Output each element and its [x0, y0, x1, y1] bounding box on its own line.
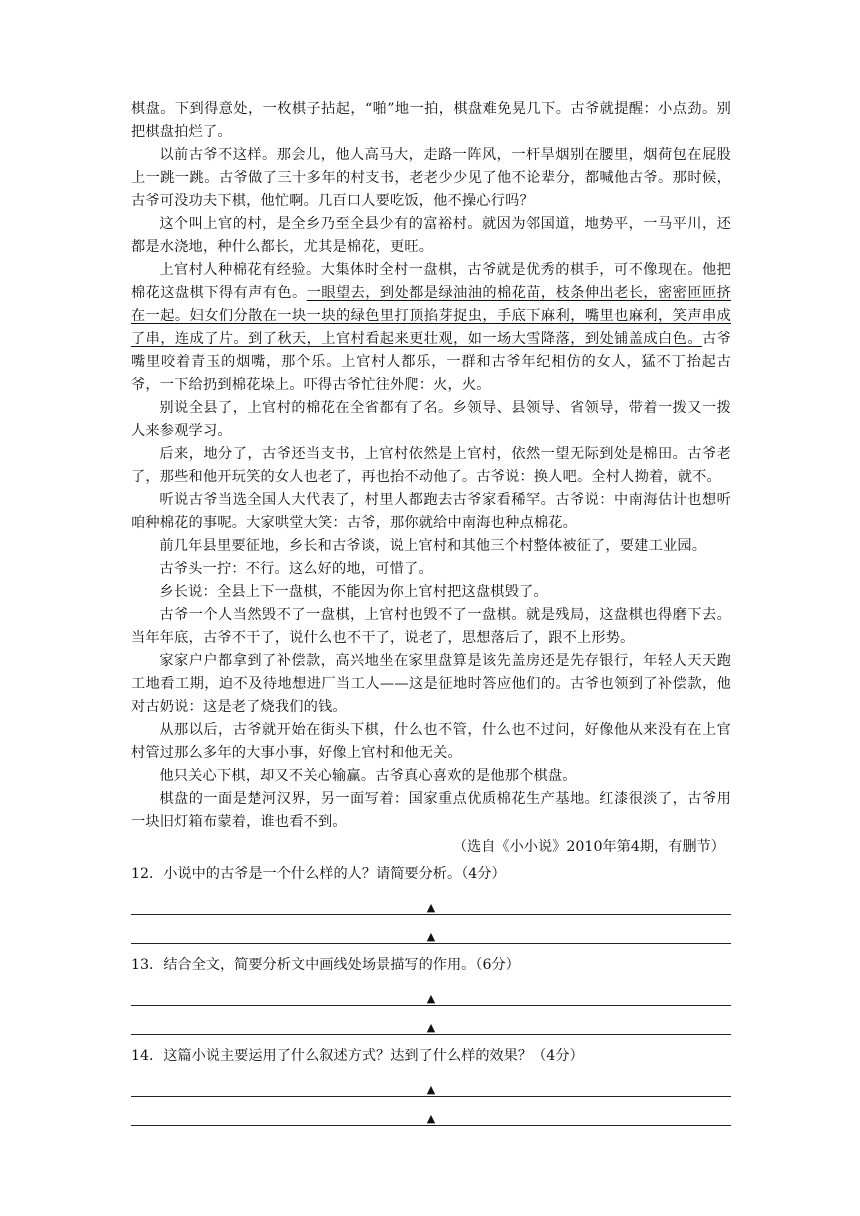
answer-line[interactable]: [131, 977, 731, 1006]
story-paragraph-8: 前几年县里要征地，乡长和古爷谈，说上官村和其他三个村整体被征了，要建工业园。: [159, 538, 707, 554]
answer-line[interactable]: [131, 1068, 731, 1097]
triangle-marker-icon: ▲: [426, 1083, 436, 1096]
story-paragraph-1: 棋盘。下到得意处，一枚棋子拈起，“啪”地一拍，棋盘难免晃几下。古爷就提醒：小点劲。别把棋盘拍烂了。: [131, 101, 731, 140]
underlined-scene-description: 一眼望去，到处都是绿油油的棉花苗，枝条伸出老长，密密匝匝挤在一起。妇女们分散在一块一块的绿色里打顶掐芽捉虫，手底下麻利，嘴里也麻利，笑声串成了串，连成了片。到了秋天，上官村看起来更壮观，如一场大雪降落，到处铺盖成白色。: [131, 285, 731, 347]
story-paragraph-3: 这个叫上官的村，是全乡乃至全县少有的富裕村。就因为邻国道，地势平，一马平川，还都是水浇地，种什么都长，尤其是棉花，更旺。: [131, 216, 731, 255]
question-text: 14．这篇小说主要运用了什么叙述方式？达到了什么样的效果？（4分）: [131, 1048, 584, 1064]
story-paragraph-12: 家家户户都拿到了补偿款，高兴地坐在家里盘算是该先盖房还是先存银行，年轻人天天跑工地看工期，迫不及待地想进厂当工人——这是征地时答应他们的。古爷也领到了补偿款，他对古奶说：这是老了烧我们的钱。: [131, 653, 731, 715]
story-paragraph-13: 从那以后，古爷就开始在街头下棋，什么也不管，什么也不过问，好像他从来没有在上官村管过那么多年的大事小事，好像上官村和他无关。: [131, 722, 731, 761]
triangle-marker-icon: ▲: [426, 901, 436, 914]
story-paragraph-underlined: [131, 259, 731, 397]
source-citation: （选自《小小说》2010年第4期，有删节）: [452, 839, 725, 855]
answer-line[interactable]: [131, 915, 731, 944]
story-paragraph-15: 棋盘的一面是楚河汉界，另一面写着：国家重点优质棉花生产基地。红漆很淡了，古爷用一块旧灯箱布蒙着，谁也看不到。: [131, 791, 731, 830]
question-13: [131, 954, 731, 1035]
answer-line[interactable]: [131, 1097, 731, 1126]
triangle-marker-icon: ▲: [426, 930, 436, 943]
paragraph-intro-text: 上官村人种棉花有经验。大集体时全村一盘棋，古爷就是优秀的棋手，可不像现在。他把棉花这盘棋下得有声有色。: [131, 262, 731, 301]
story-paragraph-2: 以前古爷不这样。那会儿，他人高马大，走路一阵风，一杆旱烟别在腰里，烟荷包在屁股上一跳一跳。古爷做了三十多年的村支书，老老少少见了他不论辈分，都喊他古爷。那时候，古爷可没功夫下棋，他忙啊。几百口人要吃饭，他不操心行吗？: [131, 147, 731, 209]
triangle-marker-icon: ▲: [426, 1112, 436, 1125]
question-text: 13．结合全文，简要分析文中画线处场景描写的作用。（6分）: [131, 957, 520, 973]
triangle-marker-icon: ▲: [426, 992, 436, 1005]
story-paragraph-6: 后来，地分了，古爷还当支书，上官村依然是上官村，依然一望无际到处是棉田。古爷老了，那些和他开玩笑的女人也老了，再也抬不动他了。古爷说：换人吧。全村人拗着，就不。: [131, 446, 731, 485]
story-paragraph-10: 乡长说：全县上下一盘棋，不能因为你上官村把这盘棋毁了。: [159, 584, 548, 600]
story-paragraph-14: 他只关心下棋，却又不关心输赢。古爷真心喜欢的是他那个棋盘。: [159, 768, 577, 784]
question-14: [131, 1045, 731, 1126]
document-page: [131, 98, 731, 1126]
story-paragraph-5: 别说全县了，上官村的棉花在全省都有了名。乡领导、县领导、省领导，带着一拨又一拨人来参观学习。: [131, 400, 731, 439]
question-12: [131, 863, 731, 944]
story-paragraph-7: 听说古爷当选全国人大代表了，村里人都跑去古爷家看稀罕。古爷说：中南海估计也想听咱种棉花的事呢。大家哄堂大笑：古爷，那你就给中南海也种点棉花。: [131, 492, 731, 531]
answer-line[interactable]: [131, 1006, 731, 1035]
paragraph-outro-text: 古爷嘴里咬着青玉的烟嘴，那个乐。上官村人都乐，一群和古爷年纪相仿的女人，猛不丁抬起古爷，一下给扔到棉花垛上。吓得古爷忙往外爬：火，火。: [131, 331, 731, 393]
answer-line[interactable]: [131, 886, 731, 915]
story-paragraph-9: 古爷头一拧：不行。这么好的地，可惜了。: [159, 561, 433, 577]
question-text: 12．小说中的古爷是一个什么样的人？请简要分析。（4分）: [131, 866, 506, 882]
triangle-marker-icon: ▲: [426, 1021, 436, 1034]
story-paragraph-11: 古爷一个人当然毁不了一盘棋，上官村也毁不了一盘棋。就是残局，这盘棋也得磨下去。当年年底，古爷不干了，说什么也不干了，说老了，思想落后了，跟不上形势。: [131, 607, 731, 646]
